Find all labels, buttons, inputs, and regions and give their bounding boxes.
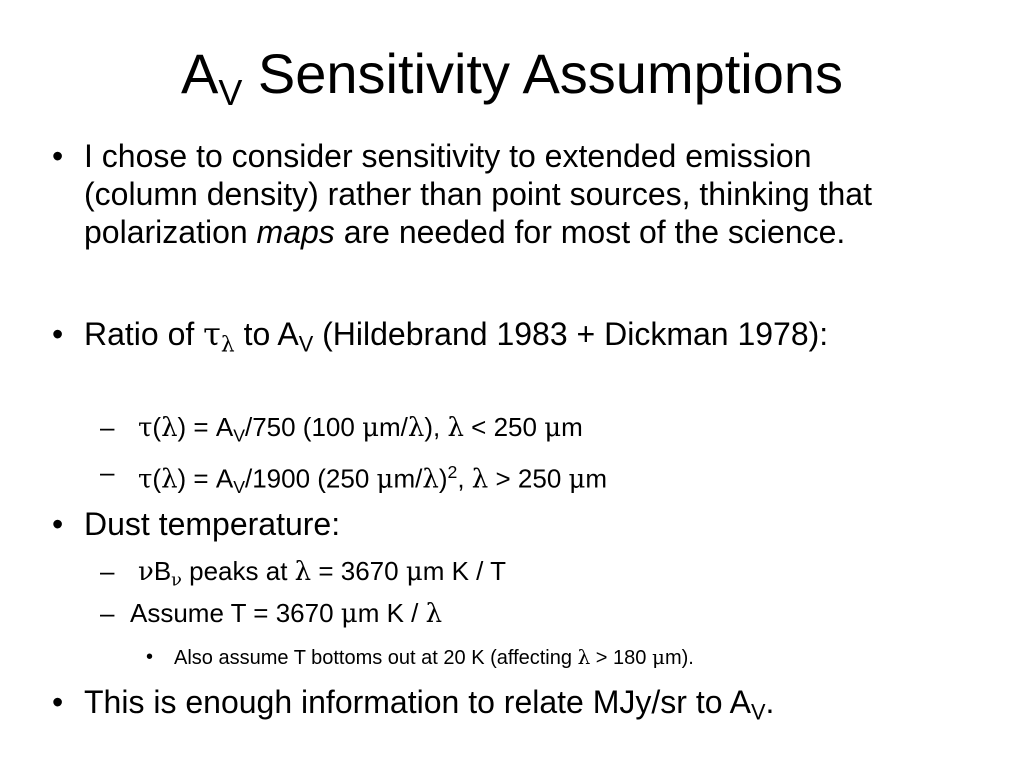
dash-marker: – (100, 412, 115, 442)
slide-title (0, 38, 1024, 129)
bullet-marker: • (52, 138, 64, 174)
lambda-subscript: λ (220, 332, 235, 358)
sub-bullet-text: Assume T = 3670 μm K / λ (130, 598, 443, 629)
sub-sub-bullet-text: Also assume T bottoms out at 20 K (affecting λ > 180 μm). (174, 645, 694, 669)
sub-bullet-text: $\tau(\lambda) = A_V/750$ (100 μm/λ), λ < 250 μm (138, 412, 583, 446)
bullet-text: Ratio of $\tau_\lambda$ to $A_V$ (Hildebrand 1983 + Dickman 1978): (84, 315, 829, 358)
bullet-marker: • (52, 684, 64, 720)
bullet-marker: • (52, 506, 64, 542)
bullet-marker: • (146, 646, 154, 668)
title-rest: Sensitivity Assumptions (242, 42, 844, 105)
bullet-text: I chose to consider sensitivity to extended emission (column density) rather than point sources, thinking that polarization maps are needed for most of the science. (84, 138, 872, 250)
emphasis-maps: maps (256, 214, 335, 250)
bullet-text: Dust temperature: (84, 506, 341, 542)
sub-bullet-text: $\nu B_\nu$ peaks at λ = 3670 μm K / T (138, 556, 507, 591)
bullet-text: This is enough information to relate MJy/sr to $A_V$. (84, 684, 775, 725)
dash-marker: – (100, 556, 115, 586)
title-main: A (180, 42, 219, 105)
dash-marker: – (100, 598, 115, 628)
title-subscript: V (218, 72, 243, 113)
dash-marker: – (100, 457, 115, 487)
bullet-marker: • (52, 316, 64, 352)
sub-bullet-text: $\tau(\lambda) = A_V/1900$ (250 μm/λ)$^2$, λ > 250 μm (138, 462, 608, 498)
tau-symbol: τ (203, 315, 221, 353)
